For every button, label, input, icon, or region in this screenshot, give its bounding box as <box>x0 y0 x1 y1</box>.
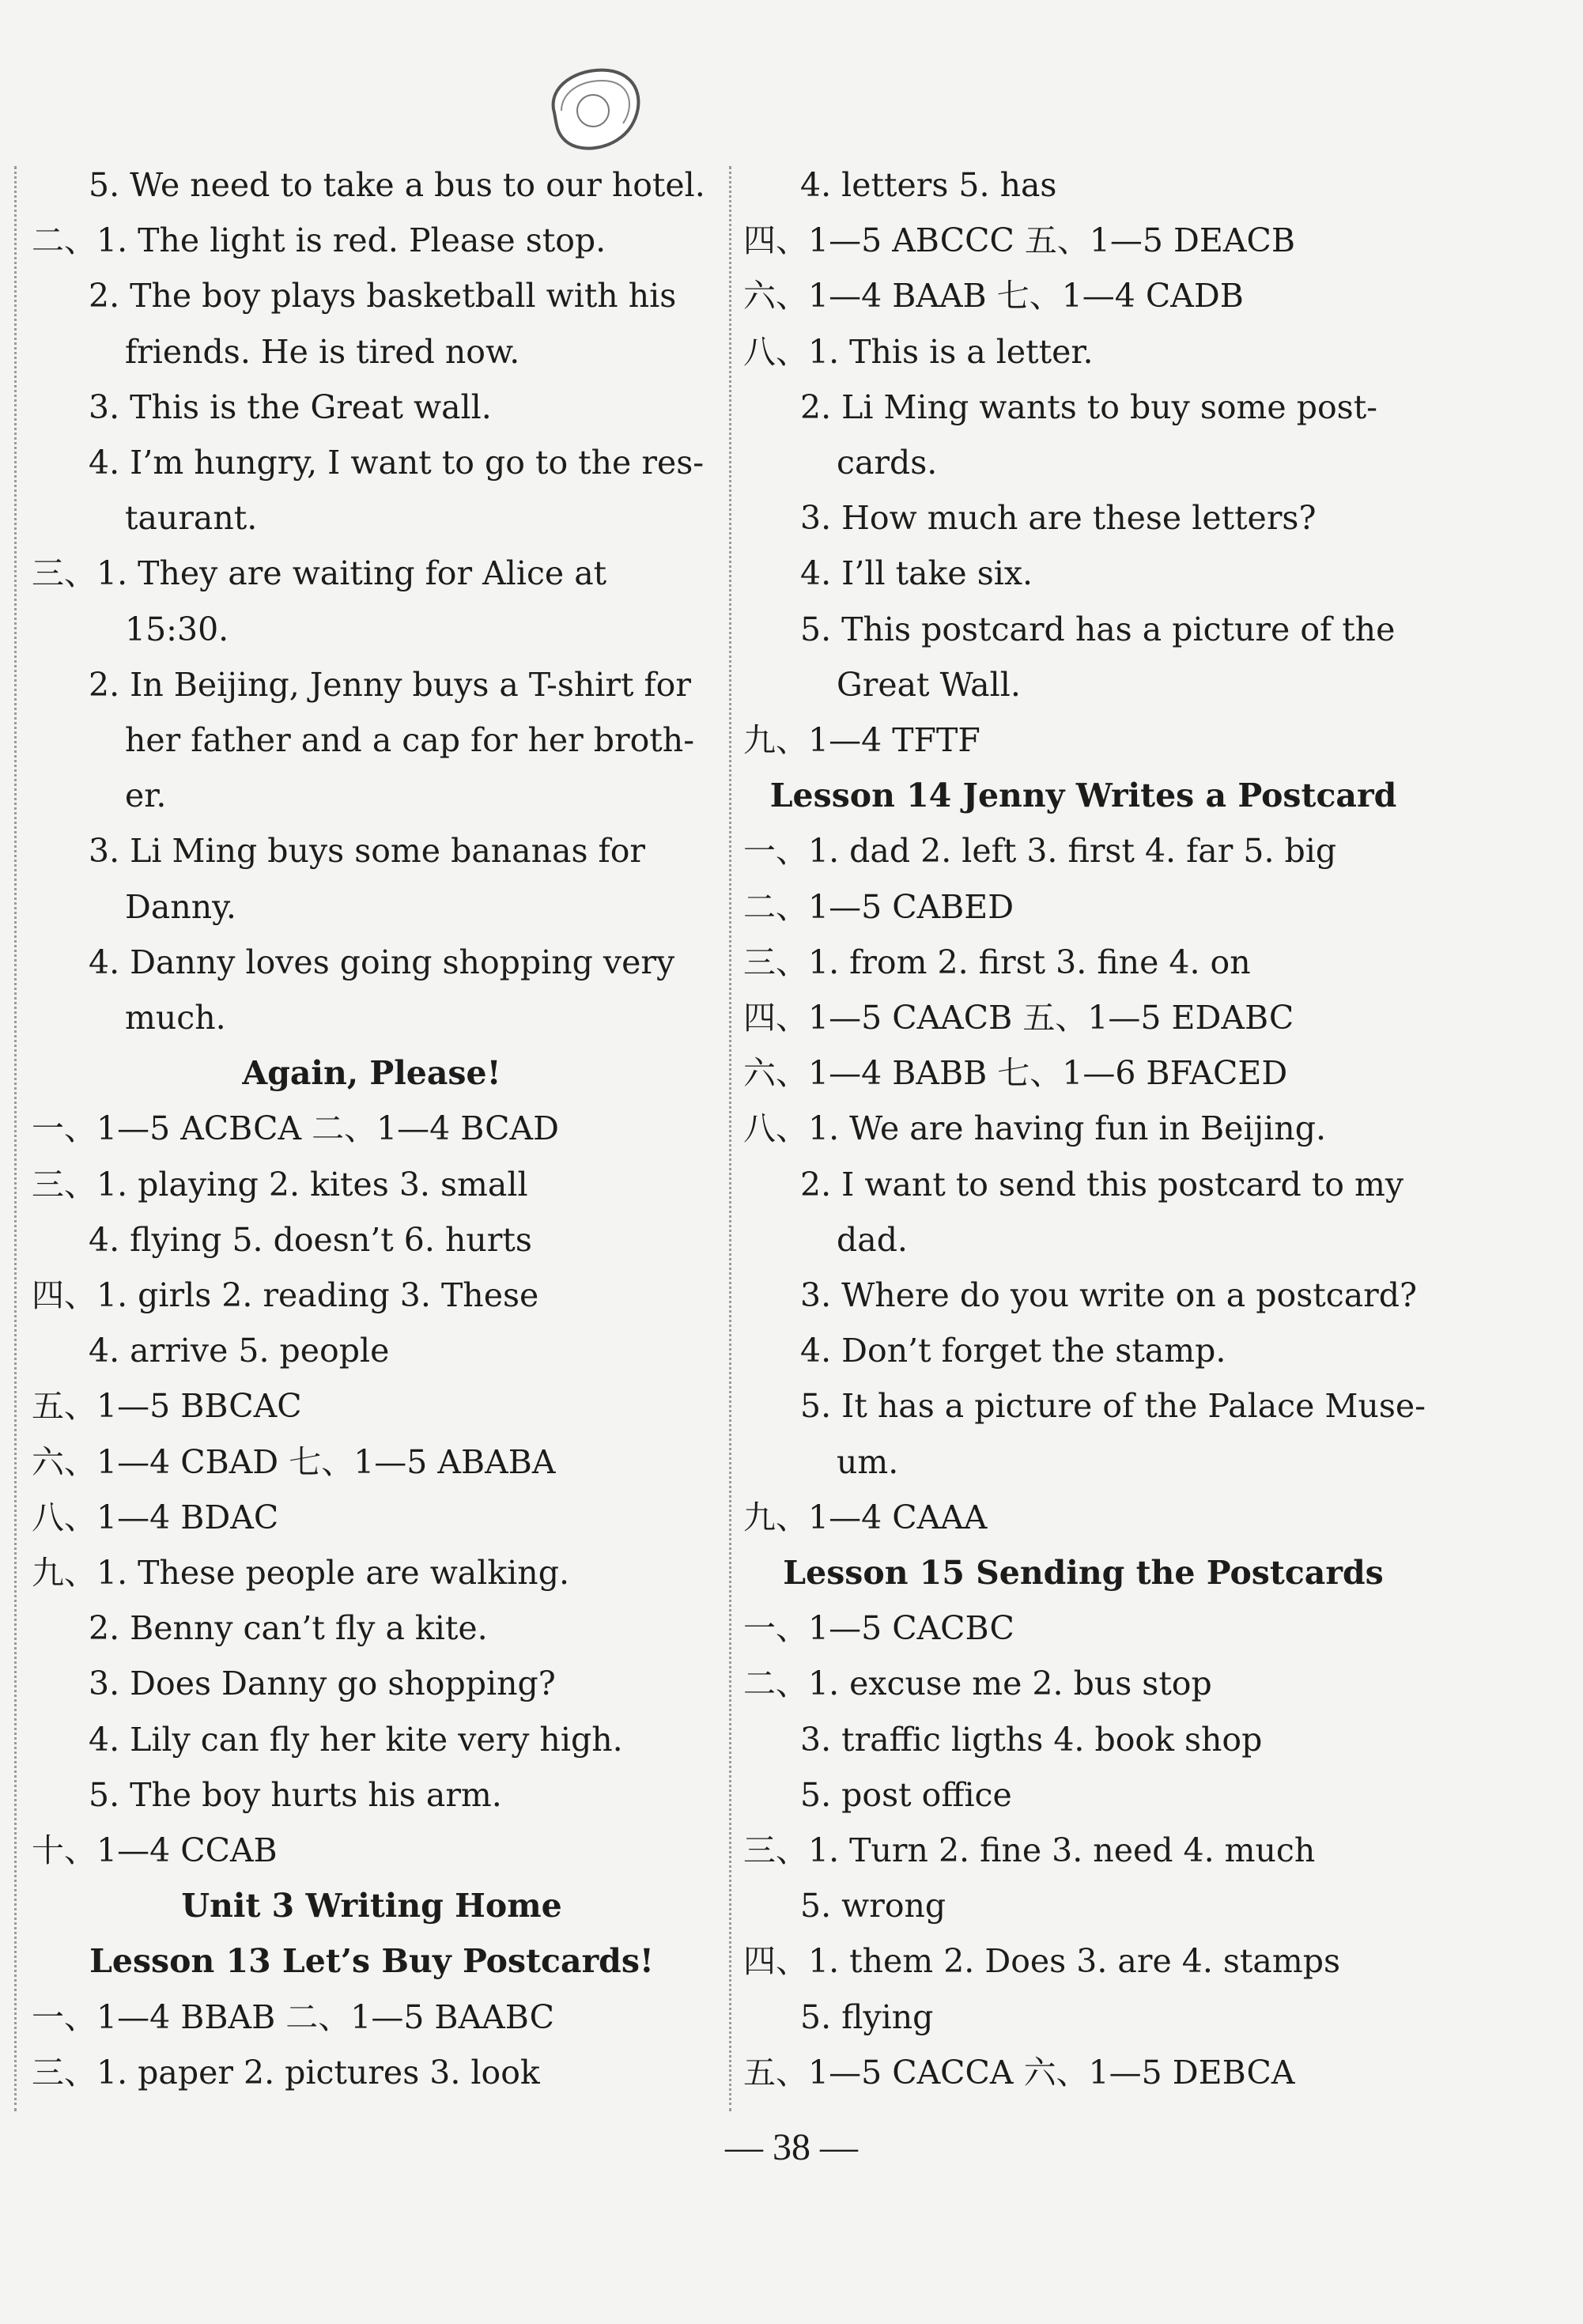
section-heading: Lesson 15 Sending the Postcards <box>783 1554 1384 1592</box>
answer-line: 5. post office <box>800 1775 1012 1814</box>
answer-line: friends. He is tired now. <box>125 332 520 371</box>
answer-line: 五、1—5 CACCA 六、1—5 DEBCA <box>743 2053 1295 2092</box>
answer-line: 2. I want to send this postcard to my <box>800 1165 1404 1204</box>
section-heading: Lesson 13 Let’s Buy Postcards! <box>89 1942 654 1981</box>
answer-line: er. <box>125 777 167 815</box>
answer-line: 3. This is the Great wall. <box>89 387 492 426</box>
answer-line: 3. traffic ligths 4. book shop <box>800 1720 1263 1759</box>
answer-line: 4. Don’t forget the stamp. <box>800 1332 1226 1370</box>
answer-line: 八、1—4 BDAC <box>32 1498 279 1536</box>
answer-line: 5. The boy hurts his arm. <box>89 1775 502 1814</box>
answer-line: 一、1—5 CACBC <box>743 1609 1014 1648</box>
answer-line: 5. We need to take a bus to our hotel. <box>89 166 705 204</box>
answer-line: 四、1. girls 2. reading 3. These <box>32 1276 539 1314</box>
answer-line: 三、1. They are waiting for Alice at <box>32 554 607 593</box>
answer-line: 2. Benny can’t fly a kite. <box>89 1609 488 1648</box>
answer-line: 一、1—5 ACBCA 二、1—4 BCAD <box>32 1109 560 1148</box>
answer-line: 六、1—4 BABB 七、1—6 BFACED <box>743 1054 1288 1093</box>
answer-line: 4. flying 5. doesn’t 6. hurts <box>89 1220 532 1259</box>
answer-line: 三、1. Turn 2. fine 3. need 4. much <box>743 1831 1316 1869</box>
answer-line: 一、1. dad 2. left 3. first 4. far 5. big <box>743 832 1337 871</box>
answer-line: 九、1—4 CAAA <box>743 1498 988 1536</box>
answer-line: cards. <box>837 444 938 482</box>
answer-line: 4. Danny loves going shopping very <box>89 943 675 981</box>
answer-line: 2. The boy plays basketball with his <box>89 277 677 316</box>
answer-line: dad. <box>837 1220 908 1259</box>
answer-line: 3. Where do you write on a postcard? <box>800 1276 1417 1314</box>
answer-line: 4. arrive 5. people <box>89 1332 390 1370</box>
answer-line: 八、1. We are having fun in Beijing. <box>743 1109 1326 1148</box>
answer-line: 5. This postcard has a picture of the <box>800 610 1396 648</box>
answer-line: much. <box>125 999 226 1037</box>
answer-line: 4. I’ll take six. <box>800 554 1033 593</box>
answer-line: her father and a cap for her broth- <box>125 721 695 759</box>
answer-line: 二、1. The light is red. Please stop. <box>32 221 606 260</box>
answer-line: 3. Does Danny go shopping? <box>89 1665 556 1703</box>
section-heading: Unit 3 Writing Home <box>181 1887 562 1925</box>
answer-line: 九、1. These people are walking. <box>32 1554 569 1592</box>
page-number: — 38 — <box>725 2126 858 2168</box>
center-column-rule <box>729 166 731 2111</box>
answer-line: 15:30. <box>125 610 229 648</box>
answer-line: 2. Li Ming wants to buy some post- <box>800 387 1378 426</box>
answer-line: 八、1. This is a letter. <box>743 332 1094 371</box>
answer-line: Danny. <box>125 887 236 926</box>
answer-line: 3. How much are these letters? <box>800 499 1317 538</box>
answer-line: 4. letters 5. has <box>800 166 1057 204</box>
answer-line: 5. It has a picture of the Palace Muse- <box>800 1387 1426 1426</box>
answer-line: 四、1. them 2. Does 3. are 4. stamps <box>743 1942 1341 1981</box>
answer-line: 五、1—5 BBCAC <box>32 1387 302 1426</box>
publisher-seal-logo <box>538 62 648 157</box>
section-heading: Lesson 14 Jenny Writes a Postcard <box>769 777 1397 815</box>
left-margin-rule <box>14 166 17 2111</box>
answer-line: 一、1—4 BBAB 二、1—5 BAABC <box>32 1997 555 2036</box>
answer-line: 3. Li Ming buys some bananas for <box>89 832 646 871</box>
answer-line: 十、1—4 CCAB <box>32 1831 278 1869</box>
answer-line: um. <box>837 1442 899 1481</box>
answer-line: taurant. <box>125 499 258 538</box>
answer-line: 三、1. from 2. first 3. fine 4. on <box>743 943 1251 981</box>
answer-line: 四、1—5 CAACB 五、1—5 EDABC <box>743 999 1294 1037</box>
answer-line: 5. wrong <box>800 1887 946 1925</box>
answer-line: 4. I’m hungry, I want to go to the res- <box>89 444 705 482</box>
answer-line: 三、1. paper 2. pictures 3. look <box>32 2053 540 2092</box>
answer-line: 三、1. playing 2. kites 3. small <box>32 1165 528 1204</box>
answer-line: 5. flying <box>800 1997 934 2036</box>
answer-line: Great Wall. <box>837 665 1021 704</box>
answer-line: 二、1. excuse me 2. bus stop <box>743 1665 1212 1703</box>
section-heading: Again, Please! <box>242 1054 501 1093</box>
answer-line: 2. In Beijing, Jenny buys a T-shirt for <box>89 665 691 704</box>
answer-line: 4. Lily can fly her kite very high. <box>89 1720 623 1759</box>
answer-line: 九、1—4 TFTF <box>743 721 980 759</box>
answer-line: 四、1—5 ABCCC 五、1—5 DEACB <box>743 221 1295 260</box>
answer-line: 六、1—4 CBAD 七、1—5 ABABA <box>32 1442 556 1481</box>
answer-line: 二、1—5 CABED <box>743 887 1014 926</box>
answer-line: 六、1—4 BAAB 七、1—4 CADB <box>743 277 1244 316</box>
